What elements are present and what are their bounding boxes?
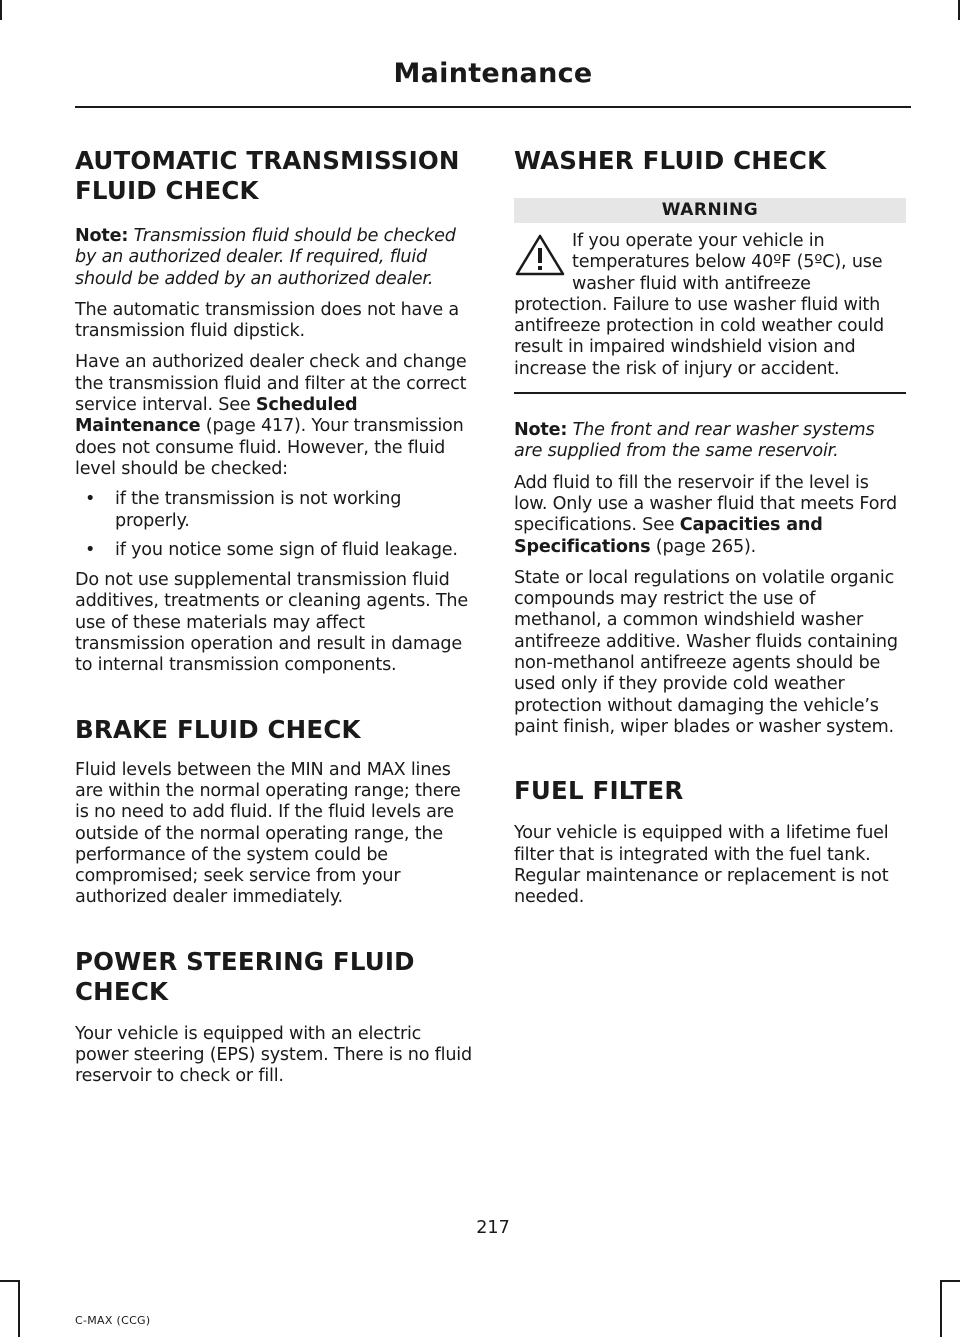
steering-paragraph: Your vehicle is equipped with an electric power steering (EPS) system. There is no fluid reservoir to check or fill. <box>75 1023 472 1087</box>
brake-paragraph: Fluid levels between the MIN and MAX lines are within the normal operating range; there is no need to add fluid. If the fluid levels are outside of the normal operating range, the performance of the system could be compromised; seek service from your authorized dealer immediately. <box>75 759 461 908</box>
washer-paragraph: State or local regulations on volatile organic compounds may restrict the use of methanol, a common windshield washer antifreeze additive. Washer fluids containing non-methanol antifreeze agents should be used only if they provide cold weather protection without damaging the vehicle’s paint finish, wiper blades or washer system. <box>514 567 898 737</box>
atf-paragraph: Do not use supplemental transmission fluid additives, treatments or cleaning agents. The use of these materials may affect transmission operation and result in damage to internal transmission components. <box>75 570 469 676</box>
right-column <box>514 146 906 908</box>
crop-mark <box>0 0 2 20</box>
section-heading-fuel-filter: FUEL FILTER <box>514 776 684 806</box>
atf-paragraph: Have an authorized dealer check and change the transmission fluid and filter at the correct service interval. See Scheduled Maintenance (page 417). Your transmission does not consume fluid. However, the fluid level should be checked: <box>75 352 467 479</box>
left-column <box>75 146 475 1088</box>
bullet-glyph: • <box>85 489 96 510</box>
section-heading-washer: WASHER FLUID CHECK <box>514 146 827 175</box>
atf-note <box>75 226 475 290</box>
note-text: Transmission fluid should be checked by an authorized dealer. If required, fluid should be added by an authorized dealer. <box>75 226 456 289</box>
atf-paragraph: The automatic transmission does not have a transmission fluid dipstick. <box>75 299 459 342</box>
warning-box <box>514 231 906 380</box>
washer-paragraph: Add fluid to fill the reservoir if the level is low. Only use a washer fluid that meets Ford specifications. See Capacities and Specifications (page 265). <box>514 472 897 557</box>
crop-mark <box>942 1280 960 1282</box>
list-item: • if the transmission is not working properly. <box>85 489 402 531</box>
crop-mark <box>940 1280 942 1337</box>
fuel-filter-paragraph: Your vehicle is equipped with a lifetime fuel filter that is integrated with the fuel tank. Regular maintenance or replacement is not needed. <box>514 823 889 908</box>
list-item: • if you notice some sign of fluid leakage. <box>85 539 458 560</box>
section-heading-atf: AUTOMATIC TRANSMISSION FLUID CHECK <box>75 146 460 205</box>
footer-model-code: C-MAX (CCG) <box>75 1314 151 1327</box>
header-divider <box>75 106 911 108</box>
note-label: Note: <box>514 420 568 441</box>
washer-note <box>514 420 906 463</box>
warning-divider <box>514 392 906 394</box>
note-text: The front and rear washer systems are supplied from the same reservoir. <box>514 420 875 462</box>
warning-label: WARNING <box>514 198 906 223</box>
section-heading-brake: BRAKE FLUID CHECK <box>75 714 361 744</box>
cross-reference-link[interactable]: Capacities and Specifications <box>514 515 823 557</box>
warning-text: If you operate your vehicle in temperatures below 40ºF (5ºC), use washer fluid with antifreeze protection. Failure to use washer fluid with antifreeze protection in cold weather could result in impaired windshield vision and increase the risk of injury or accident. <box>514 231 884 379</box>
cross-reference-link[interactable]: Scheduled Maintenance <box>75 395 358 437</box>
section-heading-steering: POWER STEERING FLUID CHECK <box>75 946 415 1006</box>
page-header-title: Maintenance <box>393 58 593 89</box>
atf-bullet-list <box>75 489 475 561</box>
crop-mark <box>18 1280 20 1337</box>
crop-mark <box>0 1280 18 1282</box>
warning-triangle-icon <box>514 233 566 277</box>
note-label: Note: <box>75 226 129 246</box>
page-number: 217 <box>476 1218 510 1238</box>
bullet-glyph: • <box>85 539 96 560</box>
